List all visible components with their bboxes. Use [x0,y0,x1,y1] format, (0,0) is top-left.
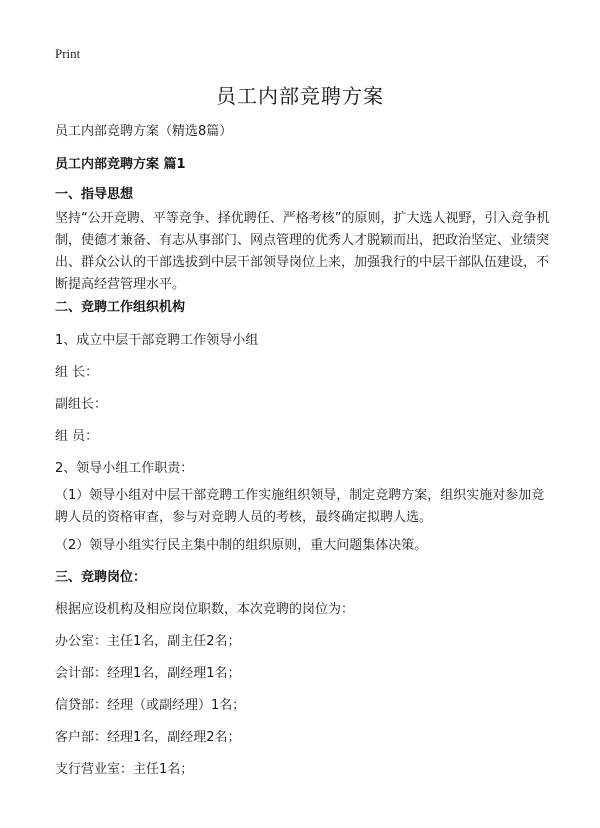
list-item-leader: 组 长： [55,365,99,380]
position-accounting: 会计部：经理1名，副经理1名； [55,666,241,681]
page-title: 员工内部竞聘方案 [216,84,384,108]
positions-intro: 根据应设机构及相应岗位职数，本次竞聘的岗位为： [55,602,355,617]
position-credit: 信贷部：经理（或副经理）1名； [55,698,246,713]
duty-item-2: （2）领导小组实行民主集中制的组织原则，重大问题集体决策。 [55,538,428,553]
section-heading-guiding-ideology: 一、指导思想 [55,187,134,202]
position-customer: 客户部：经理1名，副经理2名； [55,730,241,745]
list-item-member: 组 员： [55,429,99,444]
section-body-guiding-ideology: 坚持“公开竞聘、平等竞争、择优聘任、严格考核”的原则，扩大选人视野，引入竞争机制，使德才兼备、有志从事部门、网点管理的优秀人才脱颖而出，把政治坚定、业绩突出、群众公认的干部选拔到中层干部领导岗位上来，加强我行的中层干部队伍建设，不断提高经营管理水平。 [55,211,550,292]
document-subtitle: 员工内部竞聘方案（精选8篇） [55,124,233,139]
list-item-establish-group: 1、成立中层干部竞聘工作领导小组 [55,333,259,348]
position-office: 办公室：主任1名，副主任2名； [55,634,241,649]
duty-item-1: （1）领导小组对中层干部竞聘工作实施组织领导，制定竞聘方案，组织实施对参加竞聘人员的资格审查，参与对竞聘人员的考核，最终确定拟聘人选。 [55,488,545,525]
list-item-group-duties: 2、领导小组工作职责： [55,461,194,476]
print-link[interactable]: Print [55,46,81,61]
section-heading-positions: 三、竞聘岗位： [55,570,147,585]
section-heading-organization: 二、竞聘工作组织机构 [55,300,186,315]
article-heading: 员工内部竞聘方案 篇1 [55,157,186,172]
list-item-deputy-leader: 副组长： [55,397,108,412]
position-branch: 支行营业室：主任1名； [55,762,194,777]
